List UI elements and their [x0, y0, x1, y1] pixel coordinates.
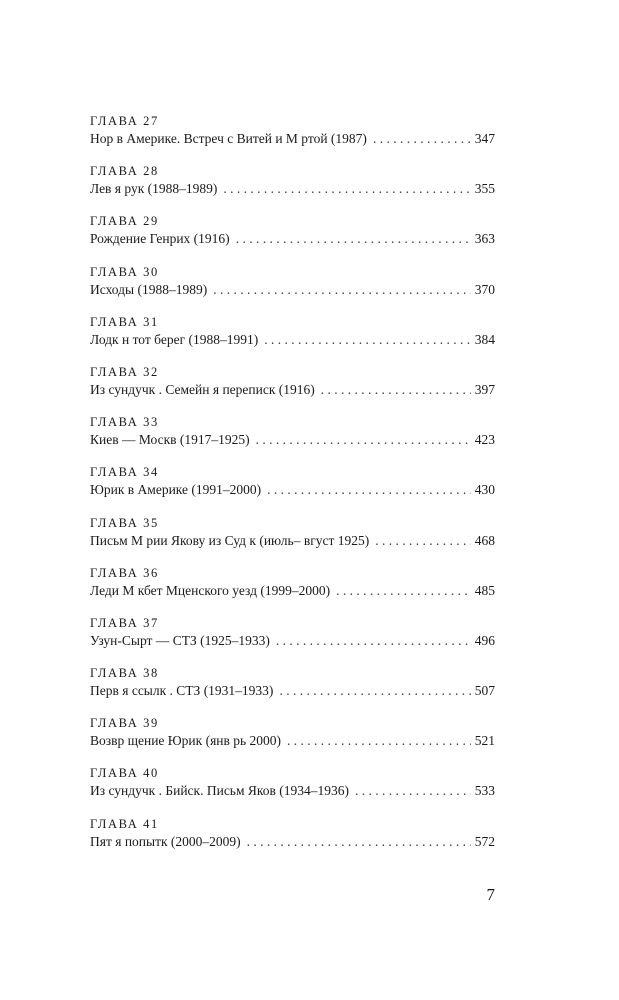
chapter-title: Из сундучк . Семейн я переписк (1916)	[90, 381, 315, 397]
chapter-page-number: 397	[474, 381, 495, 397]
toc-entry	[90, 716, 495, 766]
chapter-page-number: 533	[474, 783, 495, 799]
toc-entry	[90, 817, 495, 867]
chapter-page-number: 363	[474, 231, 495, 247]
dot-leader	[321, 381, 471, 398]
chapter-label: ГЛАВА 30	[90, 264, 159, 279]
table-of-contents	[90, 114, 495, 867]
chapter-page-number: 384	[474, 331, 495, 347]
toc-entry	[90, 516, 495, 566]
chapter-title: Исходы (1988–1989)	[90, 281, 208, 297]
dot-leader	[236, 230, 471, 247]
toc-entry	[90, 465, 495, 515]
toc-line	[90, 732, 495, 749]
chapter-page-number: 496	[474, 632, 495, 648]
chapter-page-number: 485	[474, 582, 495, 598]
chapter-page-number: 370	[474, 281, 495, 297]
toc-line	[90, 782, 495, 799]
chapter-title: Киев — Москв (1917–1925)	[90, 432, 250, 448]
toc-entry	[90, 214, 495, 264]
dot-leader	[336, 582, 471, 599]
chapter-title: Письм М рии Якову из Суд к (июль– вгуст 1925)	[90, 532, 370, 548]
dot-leader	[287, 732, 471, 749]
chapter-title: Возвр щение Юрик (янв рь 2000)	[90, 733, 282, 749]
chapter-title: Лодк н тот берег (1988–1991)	[90, 331, 259, 347]
chapter-label: ГЛАВА 31	[90, 314, 159, 329]
chapter-title: Нор в Америке. Встреч с Витей и М ртой (1987)	[90, 131, 367, 146]
toc-line	[90, 632, 495, 649]
chapter-page-number: 507	[474, 683, 495, 699]
chapter-page-number: 468	[474, 532, 495, 548]
toc-line	[90, 180, 495, 197]
toc-entry	[90, 164, 495, 214]
chapter-page-number: 430	[474, 482, 495, 498]
page-number: 7	[486, 885, 495, 904]
toc-entry	[90, 265, 495, 315]
chapter-title: Юрик в Америке (1991–2000)	[90, 482, 262, 498]
chapter-label: ГЛАВА 39	[90, 716, 159, 731]
chapter-page-number: 355	[474, 181, 495, 197]
toc-line	[90, 431, 495, 448]
chapter-page-number: 423	[474, 432, 495, 448]
toc-line	[90, 582, 495, 599]
chapter-label: ГЛАВА 34	[90, 465, 159, 480]
toc-line	[90, 682, 495, 699]
toc-entry	[90, 666, 495, 716]
toc-line	[90, 481, 495, 498]
dot-leader	[276, 632, 471, 649]
toc-entry	[90, 114, 495, 164]
dot-leader	[373, 130, 471, 147]
chapter-label: ГЛАВА 32	[90, 364, 159, 379]
chapter-label: ГЛАВА 29	[90, 214, 159, 229]
toc-entry	[90, 415, 495, 465]
toc-entry	[90, 616, 495, 666]
dot-leader	[247, 833, 471, 850]
dot-leader	[264, 331, 471, 348]
chapter-label: ГЛАВА 41	[90, 816, 159, 831]
chapter-label: ГЛАВА 38	[90, 666, 159, 681]
dot-leader	[223, 180, 470, 197]
dot-leader	[375, 532, 471, 549]
toc-entry	[90, 315, 495, 365]
dot-leader	[267, 481, 471, 498]
toc-line	[90, 230, 495, 247]
toc-line	[90, 281, 495, 298]
chapter-page-number: 572	[474, 833, 495, 849]
chapter-page-number: 347	[474, 131, 495, 146]
toc-entry	[90, 566, 495, 616]
dot-leader	[279, 682, 470, 699]
toc-line	[90, 331, 495, 348]
chapter-page-number: 521	[474, 733, 495, 749]
chapter-label: ГЛАВА 37	[90, 615, 159, 630]
chapter-label: ГЛАВА 27	[90, 114, 159, 128]
chapter-title: Рождение Генрих (1916)	[90, 231, 230, 247]
dot-leader	[213, 281, 471, 298]
toc-line	[90, 833, 495, 850]
chapter-label: ГЛАВА 40	[90, 766, 159, 781]
dot-leader	[256, 431, 471, 448]
toc-line	[90, 130, 495, 147]
chapter-title: Леди М кбет Мценского уезд (1999–2000)	[90, 582, 331, 598]
toc-entry	[90, 766, 495, 816]
toc-line	[90, 532, 495, 549]
chapter-title: Лев я рук (1988–1989)	[90, 181, 218, 197]
chapter-title: Из сундучк . Бийск. Письм Яков (1934–1936)	[90, 783, 349, 799]
dot-leader	[355, 782, 471, 799]
toc-line	[90, 381, 495, 398]
chapter-label: ГЛАВА 36	[90, 565, 159, 580]
chapter-label: ГЛАВА 35	[90, 515, 159, 530]
chapter-title: Пят я попытк (2000–2009)	[90, 833, 241, 849]
chapter-label: ГЛАВА 33	[90, 415, 159, 430]
toc-entry	[90, 365, 495, 415]
chapter-title: Узун-Сырт — СТЗ (1925–1933)	[90, 632, 270, 648]
chapter-label: ГЛАВА 28	[90, 164, 159, 179]
chapter-title: Перв я ссылк . СТЗ (1931–1933)	[90, 683, 274, 699]
